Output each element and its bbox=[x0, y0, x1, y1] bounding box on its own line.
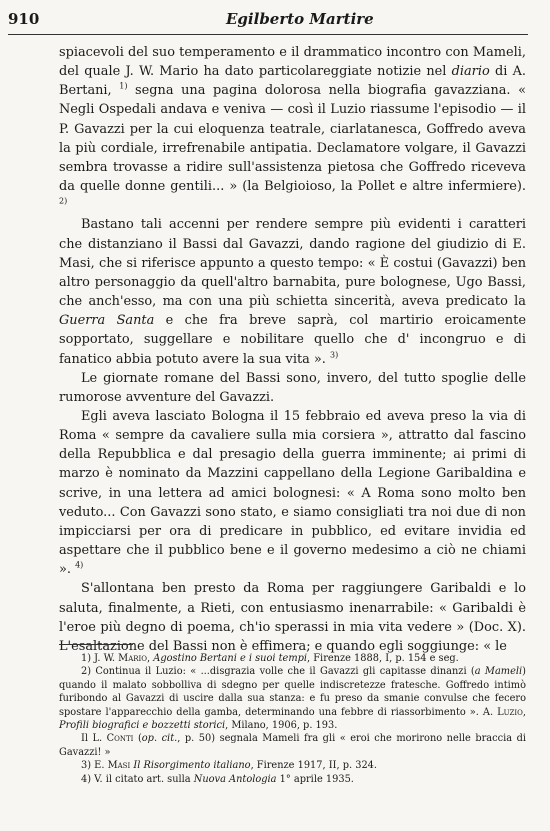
italic-run: op. cit. bbox=[141, 733, 178, 745]
italic-run: diario bbox=[451, 64, 490, 80]
italic-run: Il Risorgimento italiano bbox=[133, 760, 251, 772]
italic-run: Guerra Santa bbox=[59, 313, 155, 329]
body-text bbox=[59, 43, 526, 656]
footnote bbox=[59, 732, 526, 759]
text-run: S'allontana ben presto da Roma per raggiungere Garibaldi e lo saluta, finalmente, a Rieti, con entusiasmo inenarrabile: « Garibaldi è l'eroe più degno di poema, ch'io sperassi in mia vita vedere » (Doc. X). L'esaltazione del Bassi non è effimera; e quando egli soggiunge: « le bbox=[59, 581, 526, 654]
footnote bbox=[59, 665, 526, 732]
text-run: ) quando il malato sobbolliva di sdegno per quelle indiscretezze fratesche. Goffredo intimò furibondo al Gavazzi di uscire dalla sua stanza: e fu preso da smanie convulse che fecero spostare l'apparecchio della gamba, determinando una febbre di riassorbimento ». A. bbox=[59, 666, 526, 718]
body-paragraph bbox=[59, 43, 526, 215]
small-caps-run: Luzio bbox=[497, 706, 523, 718]
text-run: segna una pagina dolorosa nella biografia gavazziana. « Negli Ospedali andava e veniva — così il Luzio riassume l'episodio — il P. Gavazzi per la cui eloquenza teatrale, ciarlatanesca, Goffredo aveva la più cordiale, irrefrenabile antipatia. Declamatore volgare, il Gavazzi sembra trovasse a ridire sull'assistenza pietosa che Goffredo riceveva da quelle donne gentili... » (la Belgioioso, la Pollet e altre infermiere). bbox=[59, 83, 527, 195]
body-paragraph bbox=[59, 215, 526, 368]
italic-run: Nuova Antologia bbox=[193, 773, 277, 785]
footnotes bbox=[59, 652, 526, 786]
text-run: 1° aprile 1935. bbox=[276, 773, 354, 785]
footnote bbox=[59, 773, 526, 786]
text-run: , bbox=[147, 653, 154, 664]
small-caps-run: Mario bbox=[118, 653, 148, 664]
italic-run: a Mameli bbox=[474, 666, 523, 678]
small-caps-run: Masi bbox=[107, 760, 131, 772]
text-run: , Firenze 1917, II, p. 324. bbox=[250, 760, 378, 772]
text-run: 1) J. W. bbox=[81, 653, 119, 664]
footnote bbox=[59, 652, 526, 665]
text-run: di A. Bertani, bbox=[59, 64, 526, 99]
footnote-rule bbox=[59, 644, 133, 645]
text-run: 2) Continua il Luzio: « ...disgrazia volle che il Gavazzi gli capitasse dinanzi ( bbox=[81, 666, 475, 678]
text-run: Il L. bbox=[81, 733, 107, 745]
text-run: Bastano tali accenni per rendere sempre più evidenti i caratteri che distanziano il Bassi dal Gavazzi, dando ragione del giudizio di E. Masi, che si riferisce appunto a questo tempo: « È costui (Gavazzi) ben altro personaggio da quell'altro barnabita, pure bolognese, Ugo Bassi, che anch'esso, ma con una più schietta sincerità, aveva predicato la bbox=[59, 217, 526, 310]
header-rule bbox=[8, 34, 528, 35]
text-run: , bbox=[522, 706, 526, 718]
text-run: 3) E. bbox=[81, 760, 108, 772]
footnote-ref: 2) bbox=[59, 196, 68, 206]
text-run: , Milano, 1906, p. 193. bbox=[225, 720, 338, 732]
page-number: 910 bbox=[8, 10, 40, 28]
text-run: , Firenze 1888, I, p. 154 e seg. bbox=[307, 653, 459, 664]
footnote bbox=[59, 759, 526, 772]
text-run: 4) V. il citato art. sulla bbox=[81, 773, 194, 785]
small-caps-run: Conti bbox=[106, 733, 134, 745]
italic-run: Agostino Bertani e i suoi tempi bbox=[153, 653, 308, 664]
footnote-ref: 1) bbox=[119, 82, 128, 92]
text-run: e che fra breve saprà, col martirio eroicamente sopportato, suggellare e nobilitare quello che d' incongruo e di fanatico abbia potuto avere la sua vita ». bbox=[59, 313, 526, 367]
body-paragraph bbox=[59, 369, 526, 407]
footnote-ref: 4) bbox=[75, 560, 84, 570]
text-run: Le giornate romane del Bassi sono, invero, del tutto spoglie delle rumorose avventure del Gavazzi. bbox=[59, 370, 526, 405]
italic-run: Profili biografici e bozzetti storici bbox=[59, 720, 226, 732]
text-run: Egli aveva lasciato Bologna il 15 febbraio ed aveva preso la via di Roma « sempre da cavaliere sulla mia corsiera », attratto dal fascino della Repubblica e dal presagio della guerra imminente; ai primi di marzo è nominato da Mazzini cappellano della Legione Garibaldina e scrive, in una lettera ad amici bolognesi: « A Roma sono molto ben veduto... Con Gavazzi sono stato, e siamo consigliati tra noi due di non impicciarsi per ora di predicare in pubblico, ed evitare invidia ed aspettare che il pubblico bene e il governo medesimo a ciò ne chiami ». bbox=[59, 408, 526, 578]
footnote-ref: 3) bbox=[330, 350, 339, 360]
body-paragraph bbox=[59, 407, 526, 579]
text-run: ( bbox=[133, 733, 142, 745]
running-head: Egilberto Martire bbox=[226, 10, 374, 28]
text-run: spiacevoli del suo temperamento e il drammatico incontro con Mameli, del quale J. W. Mario ha dato particolareggiate notizie nel bbox=[59, 45, 526, 80]
page-header bbox=[8, 10, 520, 32]
text-run: , p. 50) segnala Mameli fra gli « eroi che morirono nelle braccia di Gavazzi! » bbox=[59, 733, 526, 758]
